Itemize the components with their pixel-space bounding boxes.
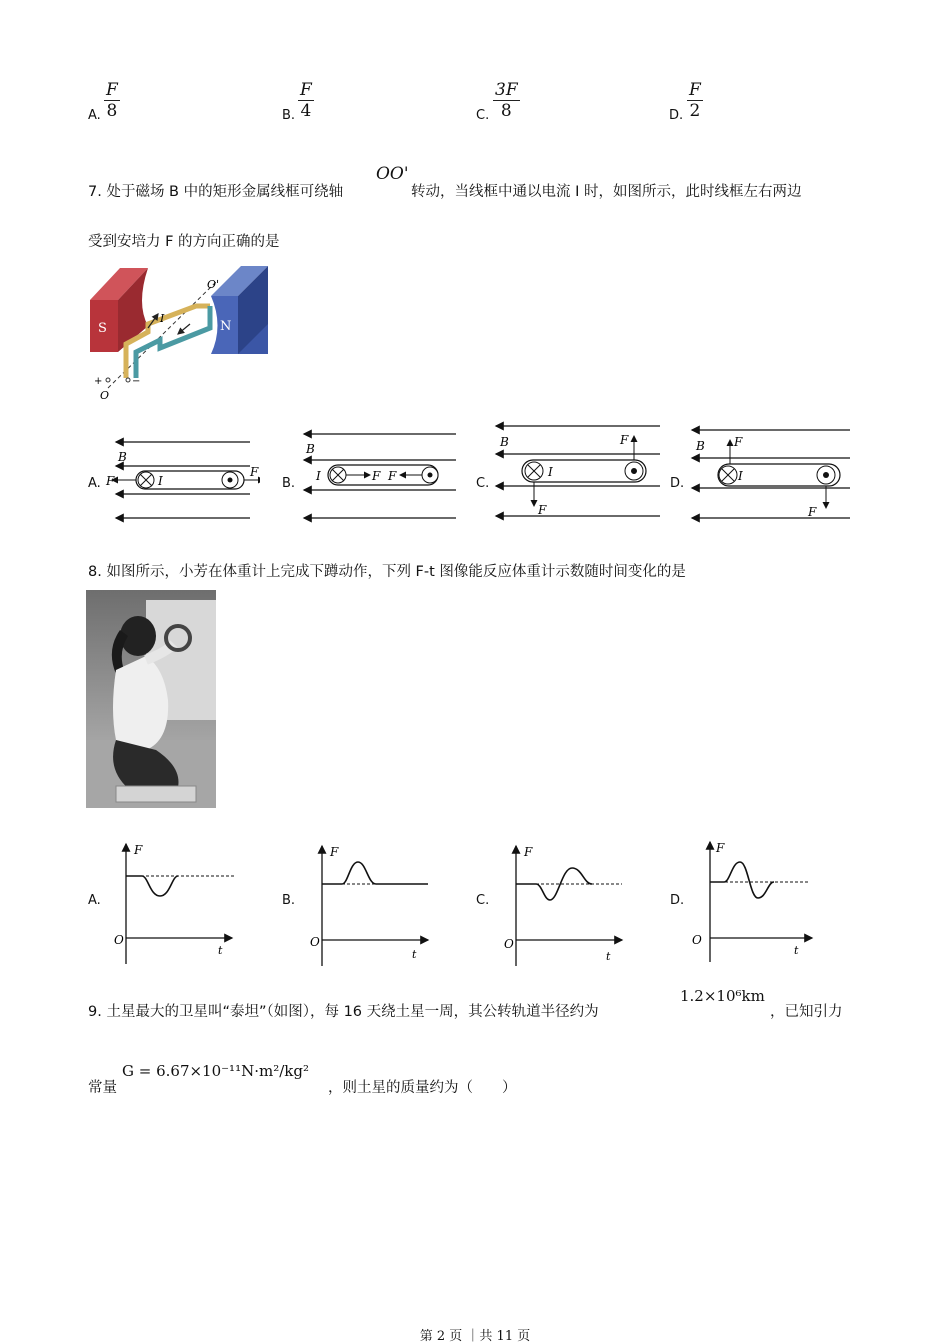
q6-option-a: A. <box>88 108 101 123</box>
q7-diagram-a <box>100 430 260 530</box>
q8-option-b: B. <box>282 893 296 908</box>
i-label: I <box>158 474 163 488</box>
page-footer: 第 2 页 ｜共 11 页 <box>419 1329 531 1344</box>
b-label: B <box>118 450 127 464</box>
force-curve <box>710 862 774 898</box>
t-axis-label: t <box>794 944 799 957</box>
s-label: S <box>98 321 107 336</box>
q7-option-b: B. <box>282 476 296 491</box>
b-label: B <box>696 439 705 453</box>
plus-label: + <box>94 376 103 387</box>
t-axis-label: t <box>606 950 611 963</box>
q6-fraction-a: $\frac{F}{8}$ <box>106 80 118 121</box>
q6-fraction-d: $\frac{F}{2}$ <box>689 80 701 121</box>
f-label-left: F <box>106 474 115 488</box>
q8-option-d: D. <box>670 893 685 908</box>
scale <box>116 786 196 802</box>
t-axis-label: t <box>412 948 417 961</box>
q7-axis-label: OO' <box>376 164 409 184</box>
q7-option-d: D. <box>670 476 685 491</box>
origin-label: O <box>504 937 514 951</box>
q9-line1-post: ，已知引力 <box>770 1004 843 1020</box>
t-axis-label: t <box>218 944 223 957</box>
q8-graph-c <box>496 840 626 970</box>
o-bottom-label: O <box>100 389 110 402</box>
q6-option-d: D. <box>669 108 684 123</box>
f-axis-label: F <box>134 843 143 857</box>
b-label: B <box>306 442 315 456</box>
q6-option-c: C. <box>476 108 490 123</box>
terminal-plus <box>106 378 110 382</box>
origin-label: O <box>310 935 320 949</box>
f-axis-label: F <box>330 845 339 859</box>
current-label: I <box>160 312 165 325</box>
f-axis-label: F <box>524 845 533 859</box>
minus-label: − <box>132 376 141 387</box>
q7-line1-pre: 7. 处于磁场 B 中的矩形金属线框可绕轴 <box>88 184 344 200</box>
q7-magnet-figure <box>86 262 276 404</box>
q8-graph-a <box>106 838 236 968</box>
current-arrow-right <box>178 324 190 334</box>
q7-option-c: C. <box>476 476 490 491</box>
q8-option-a: A. <box>88 893 101 908</box>
q9-line1-pre: 9. 土星最大的卫星叫“泰坦”（如图），每 16 天绕土星一周，其公转轨道半径约为 <box>88 1004 599 1020</box>
q7-line1-post: 转动，当线框中通以电流 I 时，如图所示，此时线框左右两边 <box>411 184 802 200</box>
q8-graph-b <box>302 840 432 970</box>
terminal-minus <box>126 378 130 382</box>
q7-option-a: A. <box>88 476 101 491</box>
o-top-label: O' <box>207 278 220 291</box>
q6-option-b: B. <box>282 108 296 123</box>
q9-g-constant: G = 6.67×10⁻¹¹N·m²/kg² <box>122 1062 309 1080</box>
q6-fraction-b: $\frac{F}{4}$ <box>300 80 312 121</box>
i-label: I <box>738 469 743 483</box>
force-curve <box>126 876 178 896</box>
q8-graph-d <box>690 836 820 966</box>
force-curve <box>322 862 428 884</box>
q8-option-c: C. <box>476 893 490 908</box>
f-axis-label: F <box>716 841 725 855</box>
q7-diagram-c <box>494 418 664 524</box>
q9-line2-post: ，则土星的质量约为（ ） <box>328 1080 517 1096</box>
f-label-left: F <box>372 469 381 483</box>
i-label: I <box>548 465 553 479</box>
q9-line2-pre: 常量 <box>88 1080 117 1096</box>
n-label: N <box>220 319 232 334</box>
q7-line2: 受到安培力 F 的方向正确的是 <box>88 234 280 250</box>
f-label-up: F <box>734 435 743 449</box>
f-label-down: F <box>808 505 817 519</box>
q7-diagram-d <box>690 424 860 524</box>
b-label: B <box>500 435 509 449</box>
origin-label: O <box>692 933 702 947</box>
f-label-right: F <box>388 469 397 483</box>
f-label-down: F <box>538 503 547 517</box>
origin-label: O <box>114 933 124 947</box>
q9-radius: 1.2×10⁶km <box>680 987 765 1005</box>
q6-fraction-c: $\frac{3F}{8}$ <box>495 80 518 121</box>
i-label: I <box>316 469 321 483</box>
f-label-up: F <box>620 433 629 447</box>
q8-text: 8. 如图所示，小芳在体重计上完成下蹲动作，下列 F-t 图像能反应体重计示数随时间变化的是 <box>88 564 686 580</box>
q7-diagram-b <box>300 424 460 524</box>
f-label-right: F <box>250 465 259 479</box>
q8-photo <box>86 590 216 808</box>
